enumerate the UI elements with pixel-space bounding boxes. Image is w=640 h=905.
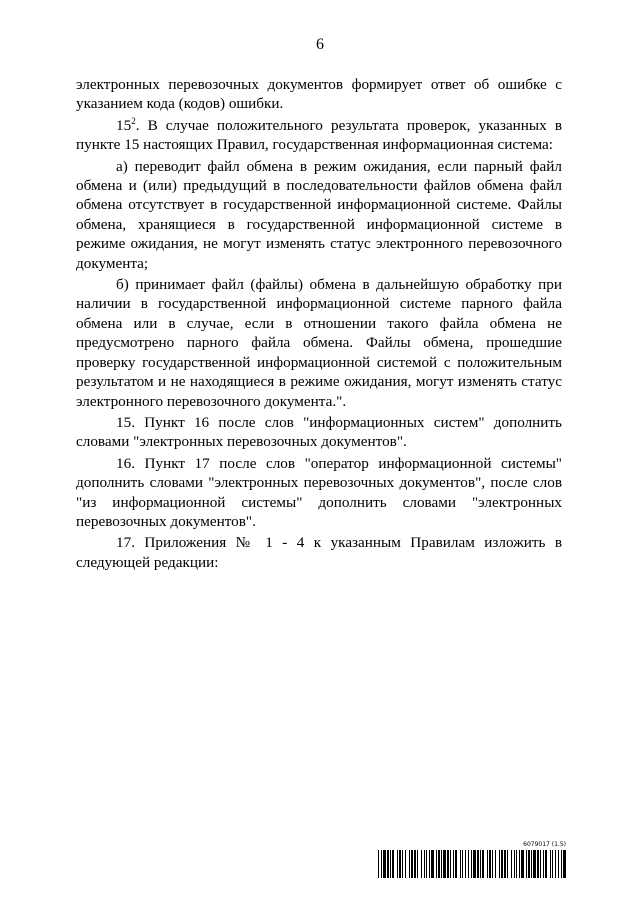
- paragraph-item-a: а) переводит файл обмена в режим ожидания, если парный файл обмена и (или) предыдущий в последовательности файлов обмена файл обмена отсутствует в государственной информационной системе. Файлы обмена, хранящиеся в государственной информационной системе в режиме ожидания, не могут изменять статус электронного перевозочного документа;: [76, 157, 562, 272]
- barcode: [378, 841, 566, 878]
- clause-number: 15: [116, 116, 132, 134]
- paragraph-17: 17. Приложения № 1 - 4 к указанным Правилам изложить в следующей редакции:: [76, 534, 562, 571]
- paragraph-15-2: [76, 116, 562, 155]
- paragraph-continuation: электронных перевозочных документов формирует ответ об ошибке с указанием кода (кодов) ошибки.: [76, 76, 562, 113]
- clause-text: . В случае положительного результата проверок, указанных в пункте 15 настоящих Правил, государственная информационная система:: [76, 116, 562, 154]
- barcode-label: 6079017 (1.5): [523, 841, 566, 848]
- paragraph-16: 16. Пункт 17 после слов "оператор информационной системы" дополнить словами "электронных перевозочных документов", после слов "из информационной системы" дополнить словами "электронных перевозочных документов".: [76, 454, 562, 530]
- page-number: 6: [316, 36, 324, 53]
- paragraph-15: 15. Пункт 16 после слов "информационных систем" дополнить словами "электронных перевозочных документов".: [76, 413, 562, 451]
- paragraph-item-b: б) принимает файл (файлы) обмена в дальнейшую обработку при наличии в государственной информационной системе парного файла обмена или в случае, если в отношении такого файла обмена не предусмотрено парного файла обмена. Файлы обмена, прошедшие проверку государственной информационной системой с положительным результатом и не находящиеся в режиме ожидания, могут изменять статус электронного перевозочного документа.".: [76, 276, 562, 410]
- document-body: [76, 75, 562, 574]
- clause-superscript: 2: [131, 115, 136, 126]
- barcode-icon: [378, 850, 566, 878]
